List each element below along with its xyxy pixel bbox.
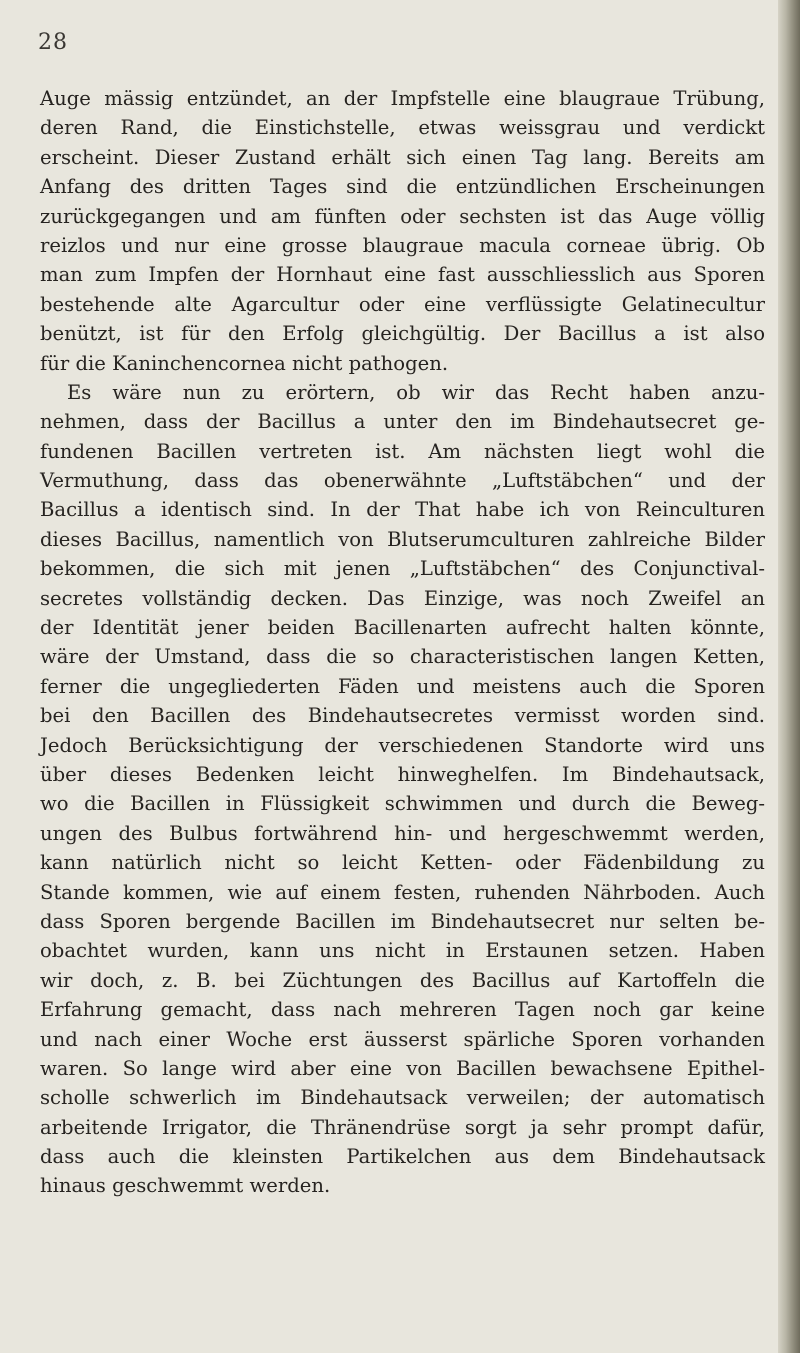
text-line: dass auch die kleinsten Partikelchen aus dem Bindehautsack (40, 1145, 765, 1169)
text-line: bei den Bacillen des Bindehautsecretes vermisst worden sind. (40, 704, 765, 728)
text-line: Anfang des dritten Tages sind die entzündlichen Erscheinungen (40, 175, 765, 199)
text-line: bestehende alte Agarcultur oder eine verflüssigte Gelatinecultur (40, 292, 765, 316)
text-line: wir doch, z. B. bei Züchtungen des Bacillus auf Kartoffeln die (40, 968, 765, 992)
text-line: erscheint. Dieser Zustand erhält sich einen Tag lang. Bereits am (40, 145, 765, 169)
text-line: reizlos und nur eine grosse blaugraue macula corneae übrig. Ob (40, 233, 765, 257)
text-line: kann natürlich nicht so leicht Ketten- oder Fädenbildung zu (40, 851, 765, 875)
text-line: über dieses Bedenken leicht hinweghelfen. Im Bindehautsack, (40, 762, 765, 786)
text-line: ferner die ungegliederten Fäden und meistens auch die Sporen (40, 674, 765, 698)
text-line: scholle schwerlich im Bindehautsack verweilen; der automatisch (40, 1086, 765, 1110)
text-line: zurückgegangen und am fünften oder sechsten ist das Auge völlig (40, 204, 765, 228)
body-text (40, 84, 765, 1201)
text-line: Es wäre nun zu erörtern, ob wir das Recht haben anzu- (67, 380, 765, 404)
text-line: für die Kaninchencornea nicht pathogen. (40, 351, 449, 375)
text-line: deren Rand, die Einstichstelle, etwas weissgrau und verdickt (40, 116, 765, 140)
text-line: secretes vollständig decken. Das Einzige, was noch Zweifel an (40, 586, 765, 610)
text-line: wo die Bacillen in Flüssigkeit schwimmen und durch die Beweg- (40, 792, 765, 816)
text-line: benützt, ist für den Erfolg gleichgültig. Der Bacillus a ist also (40, 322, 765, 346)
text-line: hinaus geschwemmt werden. (40, 1174, 331, 1198)
text-line: ungen des Bulbus fortwährend hin- und hergeschwemmt werden, (40, 821, 765, 845)
page-edge-shadow (778, 0, 800, 1353)
text-line: Vermuthung, dass das obenerwähnte „Luftstäbchen“ und der (40, 469, 765, 493)
text-line: Jedoch Berücksichtigung der verschiedenen Standorte wird uns (40, 733, 765, 757)
text-line: man zum Impfen der Hornhaut eine fast ausschliesslich aus Sporen (40, 263, 765, 287)
text-line: arbeitende Irrigator, die Thränendrüse sorgt ja sehr prompt dafür, (40, 1115, 765, 1139)
text-line: obachtet wurden, kann uns nicht in Erstaunen setzen. Haben (40, 939, 765, 963)
text-line: fundenen Bacillen vertreten ist. Am nächsten liegt wohl die (40, 439, 765, 463)
text-line: Stande kommen, wie auf einem festen, ruhenden Nährboden. Auch (40, 880, 765, 904)
text-line: waren. So lange wird aber eine von Bacillen bewachsene Epithel- (40, 1056, 765, 1080)
text-line: der Identität jener beiden Bacillenarten aufrecht halten könnte, (40, 616, 765, 640)
text-line: dieses Bacillus, namentlich von Blutserumculturen zahlreiche Bilder (40, 527, 765, 551)
page-number: 28 (38, 30, 68, 55)
text-line: und nach einer Woche erst äusserst spärliche Sporen vorhanden (40, 1027, 765, 1051)
text-line: dass Sporen bergende Bacillen im Bindehautsecret nur selten be- (40, 909, 765, 933)
text-line: Erfahrung gemacht, dass nach mehreren Tagen noch gar keine (40, 998, 765, 1022)
text-line: bekommen, die sich mit jenen „Luftstäbchen“ des Conjunctival- (40, 557, 765, 581)
text-line: nehmen, dass der Bacillus a unter den im Bindehautsecret ge- (40, 410, 765, 434)
text-line: Auge mässig entzündet, an der Impfstelle eine blaugraue Trübung, (40, 87, 765, 110)
text-line: Bacillus a identisch sind. In der That habe ich von Reinculturen (40, 498, 765, 522)
text-line: wäre der Umstand, dass die so characteristischen langen Ketten, (40, 645, 765, 669)
